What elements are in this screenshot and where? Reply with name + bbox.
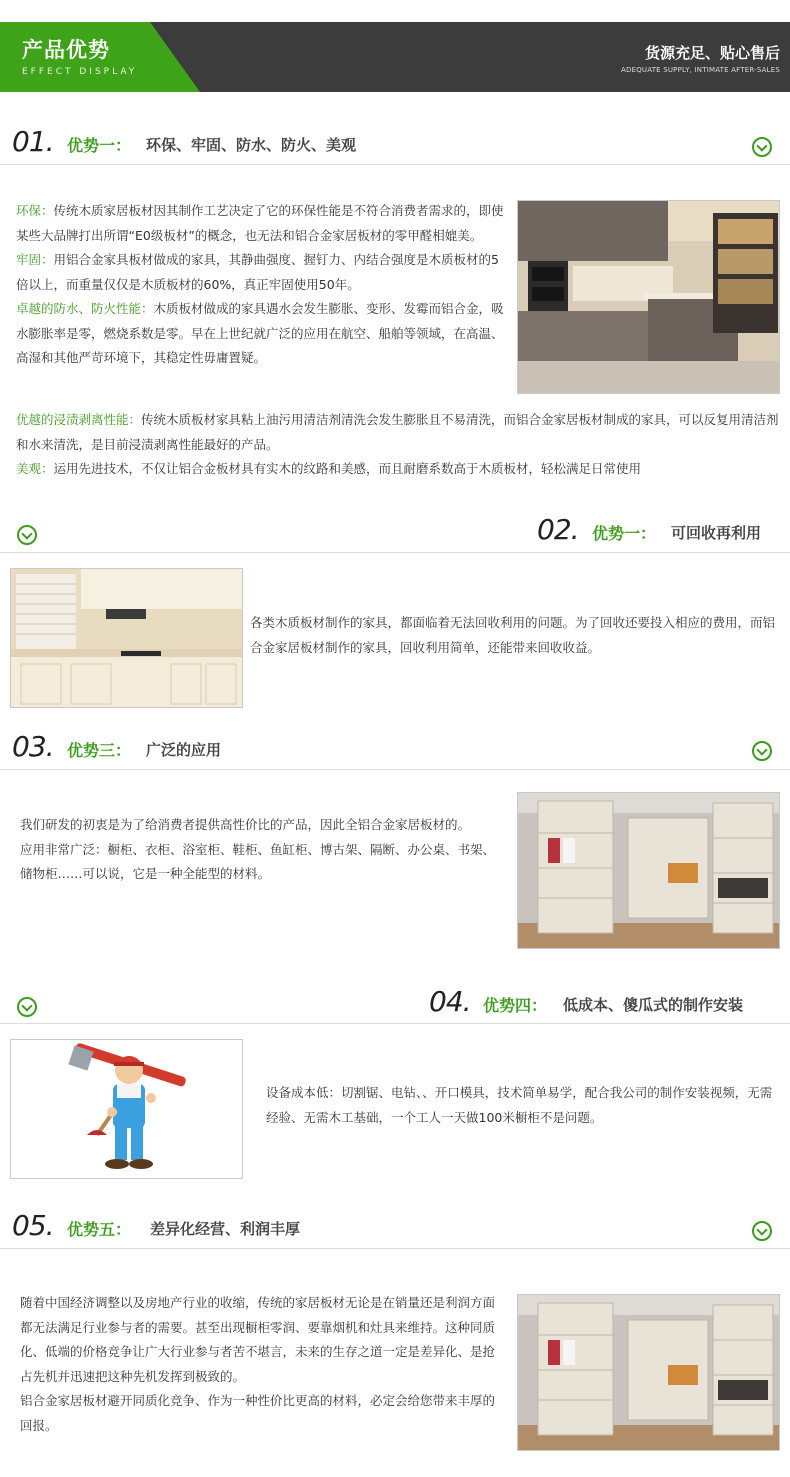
kitchen-photo (10, 568, 243, 708)
section-title: 可回收再利用 (671, 524, 762, 542)
section-number: 04. (429, 985, 471, 1018)
chevron-down-circle-icon[interactable] (17, 525, 37, 545)
plumber-illustration (10, 1039, 243, 1179)
section-label: 优势四： (483, 996, 548, 1015)
section-divider (0, 164, 790, 165)
wardrobe-photo (517, 1294, 780, 1451)
section-divider (0, 1248, 790, 1249)
paragraph-text: 用铝合金家具板材做成的家具，其静曲强度、握钉力、内结合强度是木质板材的5倍以上，而重量仅仅是木质板材的60%，真正牢固使用50年。 (16, 252, 499, 292)
section-number: 05. (12, 1209, 54, 1242)
section-label: 优势一： (67, 136, 132, 155)
paragraph (16, 248, 511, 297)
section-divider (0, 1023, 790, 1024)
paragraph-text: 木质板材做成的家具遇水会发生膨胀、变形、发霉而铝合金，吸水膨胀率是零，燃烧系数是零。早在上世纪就广泛的应用在航空、船舶等领域，在高温、高湿和其他严苛环境下，其稳定性毋庸置疑。 (16, 301, 504, 365)
highlight-label: 牢固： (16, 252, 54, 267)
highlight-label: 美观： (16, 461, 54, 476)
highlight-label: 卓越的防水、防火性能： (16, 301, 154, 316)
section-label: 优势五： (67, 1220, 132, 1239)
paragraph (16, 457, 784, 482)
banner-right-title: 货源充足、贴心售后 (644, 44, 780, 62)
section-body (20, 813, 506, 887)
paragraph-text: 运用先进技术，不仅让铝合金板材具有实木的纹路和美感，而且耐磨系数高于木质板材，轻松满足日常使用 (53, 461, 642, 476)
chevron-down-circle-icon[interactable] (752, 137, 772, 157)
wardrobe-photo (517, 792, 780, 949)
section-label: 优势三： (67, 741, 132, 760)
paragraph-text: 传统木质家居板材因其制作工艺决定了它的环保性能是不符合消费者需求的，即使某些大品牌打出所谓“E0级板材”的概念，也无法和铝合金家居板材的零甲醛相媲美。 (16, 203, 504, 243)
chevron-down-circle-icon[interactable] (752, 1221, 772, 1241)
paragraph (16, 297, 511, 371)
kitchen-photo (517, 200, 780, 394)
highlight-label: 环保： (16, 203, 54, 218)
highlight-label: 优越的浸渍剥离性能： (16, 412, 142, 427)
paragraph: 铝合金家居板材避开同质化竞争、作为一种性价比更高的材料，必定会给您带来丰厚的回报。 (20, 1393, 496, 1433)
section-title: 环保、牢固、防水、防火、美观 (146, 136, 357, 154)
paragraph: 随着中国经济调整以及房地产行业的收缩，传统的家居板材无论是在销量还是利润方面都无法满足行业参与者的需要。甚至出现橱柜零润、要靠烟机和灶具来维持。这种同质化、低端的价格竞争让广大行业参与者苦不堪言，未来的生存之道一定是差异化、是抢占先机并迅速把这种先机发挥到极致的。 (20, 1295, 496, 1384)
section-divider (0, 552, 790, 553)
section-number: 01. (12, 125, 54, 158)
paragraph: 各类木质板材制作的家具，都面临着无法回收利用的问题。为了回收还要投入相应的费用，而铝合金家居板材制作的家具，回收利用简单，还能带来回收收益。 (250, 615, 776, 655)
banner-title: 产品优势 (22, 38, 110, 62)
chevron-down-circle-icon[interactable] (752, 741, 772, 761)
paragraph (16, 199, 511, 248)
paragraph: 设备成本低：切割锯、电钻、、开口模具，技术简单易学，配合我公司的制作安装视频，无需经验、无需木工基础，一个工人一天做100米橱柜不是问题。 (266, 1085, 773, 1125)
section-title: 差异化经营、利润丰厚 (150, 1220, 301, 1238)
paragraph (16, 408, 784, 457)
section-title: 低成本、傻瓜式的制作安装 (563, 996, 744, 1014)
section-label: 优势一： (592, 524, 657, 543)
section-body (16, 199, 511, 371)
section-body-wide (16, 408, 784, 482)
chevron-down-circle-icon[interactable] (17, 997, 37, 1017)
paragraph: 我们研发的初衷是为了给消费者提供高性价比的产品，因此全铝合金家居板材的。 (20, 817, 471, 832)
section-divider (0, 769, 790, 770)
section-body (20, 1291, 502, 1438)
section-number: 02. (537, 513, 579, 546)
paragraph: 应用非常广泛：橱柜、衣柜、浴室柜、鞋柜、鱼缸柜、博古架、隔断、办公桌、书架、储物柜……可以说，它是一种全能型的材料。 (20, 841, 496, 881)
banner-right-subtitle: ADEQUATE SUPPLY, INTIMATE AFTER-SALES (621, 66, 780, 74)
banner-subtitle: EFFECT DISPLAY (22, 67, 138, 77)
paragraph-text: 传统木质板材家具粘上油污用清洁剂清洗会发生膨胀且不易清洗，而铝合金家居板材制成的家具，可以反复用清洁剂和水来清洗，是目前浸渍剥离性能最好的产品。 (16, 412, 779, 452)
section-title: 广泛的应用 (146, 741, 222, 759)
section-number: 03. (12, 730, 54, 763)
